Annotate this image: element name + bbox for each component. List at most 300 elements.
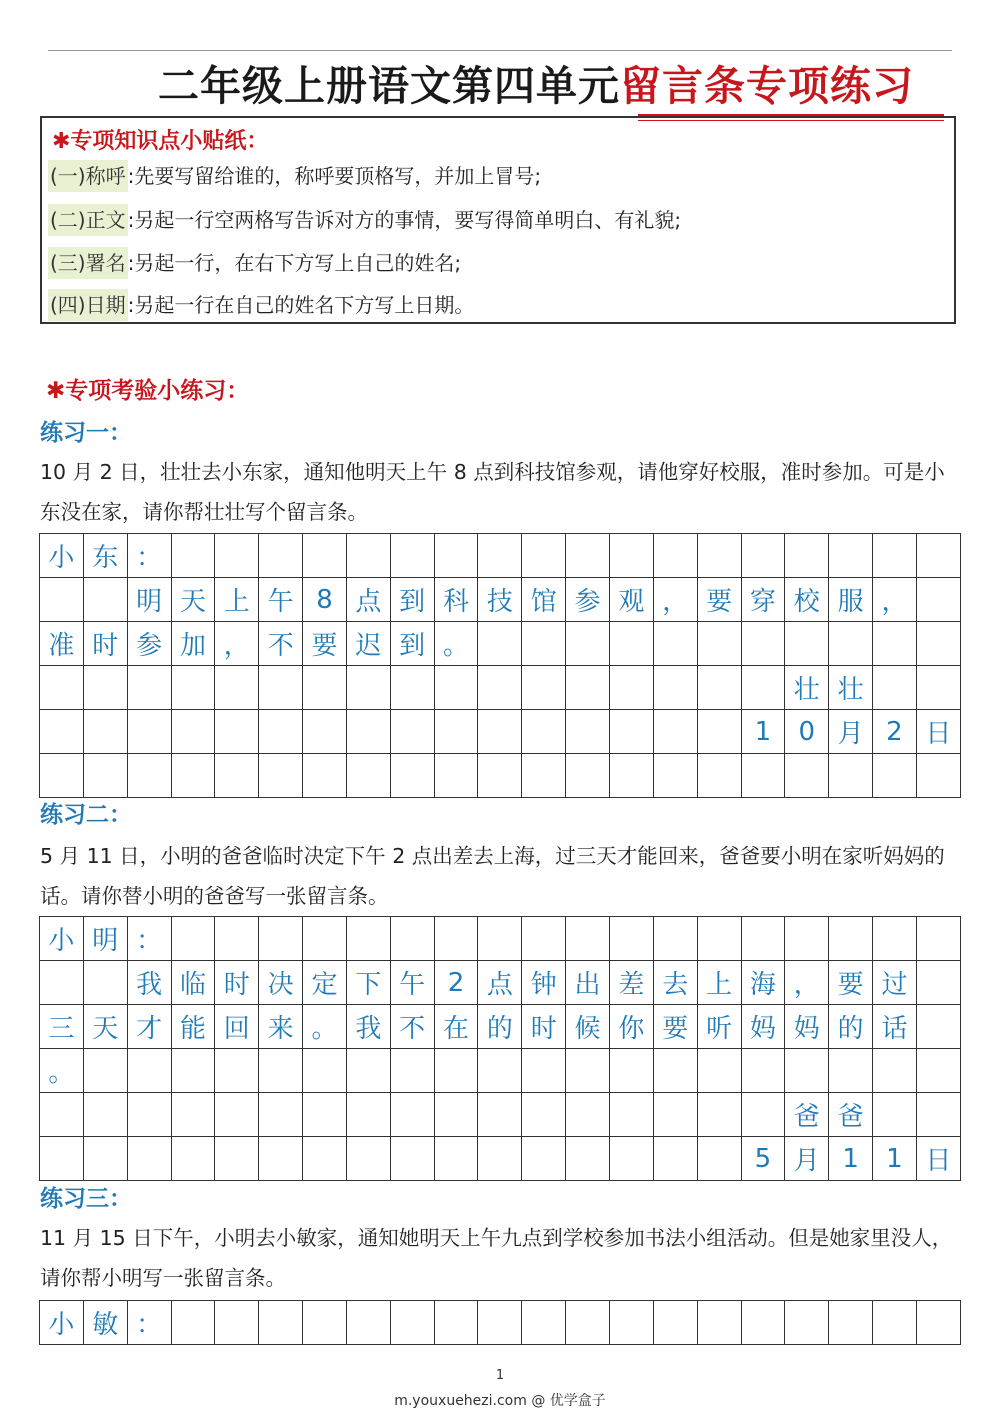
grid-cell: 爸 — [785, 1093, 829, 1137]
grid-cell: 日 — [916, 710, 960, 754]
grid-cell — [215, 710, 259, 754]
grid-cell: 钟 — [522, 961, 566, 1005]
grid-cell: 要 — [303, 622, 347, 666]
footer-watermark: m.youxuehezi.com @ 优学盒子 — [394, 1393, 606, 1409]
grid-cell — [829, 1049, 873, 1093]
grid-cell: 小 — [40, 1301, 84, 1345]
grid-cell — [171, 754, 215, 798]
grid-cell — [916, 961, 960, 1005]
grid-cell — [522, 666, 566, 710]
grid-cell: 候 — [566, 1005, 610, 1049]
grid-cell — [785, 622, 829, 666]
grid-cell — [653, 666, 697, 710]
grid-cell — [522, 1093, 566, 1137]
grid-cell — [303, 534, 347, 578]
grid-cell — [741, 1093, 785, 1137]
grid-cell: 来 — [259, 1005, 303, 1049]
grid-cell — [215, 1137, 259, 1181]
grid-cell — [829, 754, 873, 798]
grid-cell — [215, 534, 259, 578]
grid-cell — [127, 666, 171, 710]
grid-cell: 天 — [171, 578, 215, 622]
grid-cell — [566, 1093, 610, 1137]
exercise-3-title: 练习三： — [40, 1186, 132, 1212]
grid-row — [40, 754, 961, 798]
grid-cell — [259, 710, 303, 754]
grid-cell: 校 — [785, 578, 829, 622]
grid-cell: 不 — [259, 622, 303, 666]
grid-cell: 的 — [829, 1005, 873, 1049]
grid-cell — [653, 622, 697, 666]
grid-cell — [566, 754, 610, 798]
exercise-2-text: 5 月 11 日，小明的爸爸临时决定下午 2 点出差去上海，过三天才能回来，爸爸要小明在家听妈妈的话。请你替小明的爸爸写一张留言条。 — [40, 844, 945, 908]
exercise-1-title: 练习一： — [40, 420, 132, 446]
grid-cell — [259, 1137, 303, 1181]
grid-cell: 加 — [171, 622, 215, 666]
grid-cell: 。 — [434, 622, 478, 666]
grid-cell — [697, 1301, 741, 1345]
grid-cell — [259, 534, 303, 578]
grid-cell — [40, 578, 84, 622]
grid-cell — [171, 666, 215, 710]
grid-cell — [259, 917, 303, 961]
grid-cell: 1 — [829, 1137, 873, 1181]
grid-cell — [609, 754, 653, 798]
grid-row — [40, 961, 961, 1005]
grid-cell: 天 — [83, 1005, 127, 1049]
grid-cell — [390, 710, 434, 754]
exercise-2-title: 练习二： — [40, 802, 132, 828]
grid-cell — [829, 1301, 873, 1345]
grid-cell — [566, 1137, 610, 1181]
grid-cell — [653, 754, 697, 798]
grid-cell — [478, 710, 522, 754]
grid-cell — [609, 1049, 653, 1093]
grid-cell: 8 — [303, 578, 347, 622]
grid-cell: 不 — [390, 1005, 434, 1049]
grid-cell — [916, 578, 960, 622]
grid-cell: 月 — [829, 710, 873, 754]
grid-cell: 我 — [127, 961, 171, 1005]
exercise-1-text: 10 月 2 日，壮壮去小东家，通知他明天上午 8 点到科技馆参观，请他穿好校服，准时参加。可是小东没在家，请你帮壮壮写个留言条。 — [40, 460, 945, 524]
grid-cell — [478, 754, 522, 798]
grid-cell — [215, 1049, 259, 1093]
grid-cell: 敏 — [83, 1301, 127, 1345]
grid-cell: 才 — [127, 1005, 171, 1049]
grid-cell: 过 — [873, 961, 917, 1005]
knowledge-item — [48, 289, 474, 321]
grid-cell — [434, 754, 478, 798]
grid-cell: 话 — [873, 1005, 917, 1049]
grid-cell: 壮 — [829, 666, 873, 710]
grid-cell — [434, 710, 478, 754]
knowledge-item — [48, 247, 461, 279]
grid-cell — [916, 754, 960, 798]
grid-cell — [741, 917, 785, 961]
grid-cell — [741, 622, 785, 666]
grid-cell — [127, 1049, 171, 1093]
grid-cell — [653, 1137, 697, 1181]
grid-cell: 观 — [609, 578, 653, 622]
grid-cell — [259, 754, 303, 798]
grid-cell: 技 — [478, 578, 522, 622]
grid-cell — [522, 710, 566, 754]
grid-cell — [390, 1301, 434, 1345]
grid-cell — [609, 622, 653, 666]
grid-cell — [346, 1049, 390, 1093]
grid-cell — [785, 1049, 829, 1093]
grid-cell: 上 — [697, 961, 741, 1005]
grid-cell: 科 — [434, 578, 478, 622]
grid-cell — [259, 1301, 303, 1345]
grid-cell — [390, 754, 434, 798]
grid-cell: 参 — [127, 622, 171, 666]
grid-cell — [653, 534, 697, 578]
grid-cell — [566, 666, 610, 710]
grid-cell — [566, 1049, 610, 1093]
grid-cell — [566, 534, 610, 578]
grid-cell — [83, 578, 127, 622]
knowledge-label: (一)称呼 — [48, 160, 128, 192]
grid-cell — [83, 710, 127, 754]
grid-cell — [259, 1049, 303, 1093]
grid-cell — [40, 1093, 84, 1137]
grid-cell — [83, 1093, 127, 1137]
grid-cell — [171, 1137, 215, 1181]
grid-cell: 时 — [215, 961, 259, 1005]
knowledge-label: (四)日期 — [48, 289, 128, 321]
grid-cell: 月 — [785, 1137, 829, 1181]
grid-cell — [83, 1049, 127, 1093]
grid-cell: 定 — [303, 961, 347, 1005]
grid-cell — [741, 666, 785, 710]
grid-cell — [478, 534, 522, 578]
grid-cell: 听 — [697, 1005, 741, 1049]
grid-cell: 妈 — [785, 1005, 829, 1049]
grid-row — [40, 1005, 961, 1049]
grid-cell — [434, 917, 478, 961]
grid-cell — [741, 754, 785, 798]
grid-cell — [916, 917, 960, 961]
grid-cell — [303, 1093, 347, 1137]
grid-cell — [171, 1301, 215, 1345]
grid-cell: 服 — [829, 578, 873, 622]
grid-cell — [390, 666, 434, 710]
grid-row — [40, 1137, 961, 1181]
grid-cell: 明 — [83, 917, 127, 961]
grid-cell — [916, 1093, 960, 1137]
grid-row — [40, 1049, 961, 1093]
grid-cell — [916, 1301, 960, 1345]
grid-cell — [566, 917, 610, 961]
grid-cell — [522, 754, 566, 798]
title-main: 二年级上册语文第四单元 — [158, 62, 620, 110]
knowledge-text: :另起一行空两格写告诉对方的事情，要写得简单明白、有礼貌; — [127, 208, 682, 232]
grid-cell — [566, 710, 610, 754]
grid-cell: 午 — [390, 961, 434, 1005]
grid-cell: 穿 — [741, 578, 785, 622]
grid-cell — [390, 917, 434, 961]
grid-cell — [609, 710, 653, 754]
grid-cell — [478, 1049, 522, 1093]
grid-cell — [873, 917, 917, 961]
grid-cell — [346, 917, 390, 961]
grid-cell: 我 — [346, 1005, 390, 1049]
grid-cell — [873, 1301, 917, 1345]
grid-cell — [916, 622, 960, 666]
writing-grid-3 — [39, 1300, 961, 1345]
grid-row — [40, 710, 961, 754]
writing-grid-1 — [39, 533, 961, 798]
grid-cell — [697, 754, 741, 798]
grid-cell: 的 — [478, 1005, 522, 1049]
grid-cell: 壮 — [785, 666, 829, 710]
grid-cell — [916, 534, 960, 578]
exercise-3-text: 11 月 15 日下午，小明去小敏家，通知她明天上午九点到学校参加书法小组活动。但是她家里没人，请你帮小明写一张留言条。 — [40, 1226, 953, 1290]
grid-cell: ： — [127, 1301, 171, 1345]
grid-cell — [215, 1093, 259, 1137]
practice-section-title: ✱专项考验小练习： — [46, 378, 250, 404]
grid-cell: 下 — [346, 961, 390, 1005]
grid-cell — [390, 1137, 434, 1181]
grid-cell — [390, 1049, 434, 1093]
grid-cell: 回 — [215, 1005, 259, 1049]
grid-cell — [434, 1093, 478, 1137]
grid-cell: 差 — [609, 961, 653, 1005]
grid-cell: 准 — [40, 622, 84, 666]
grid-cell — [40, 754, 84, 798]
grid-cell — [346, 754, 390, 798]
knowledge-box — [40, 116, 956, 324]
grid-cell — [697, 1093, 741, 1137]
grid-cell: 明 — [127, 578, 171, 622]
grid-cell — [697, 710, 741, 754]
grid-cell — [478, 1301, 522, 1345]
grid-cell: 要 — [829, 961, 873, 1005]
grid-cell — [303, 710, 347, 754]
grid-cell — [522, 917, 566, 961]
grid-cell — [916, 666, 960, 710]
grid-cell — [697, 1137, 741, 1181]
grid-row — [40, 917, 961, 961]
grid-cell: 时 — [83, 622, 127, 666]
grid-cell — [259, 1093, 303, 1137]
grid-cell — [346, 710, 390, 754]
grid-cell — [522, 534, 566, 578]
grid-cell — [873, 1093, 917, 1137]
grid-row — [40, 578, 961, 622]
grid-cell: 馆 — [522, 578, 566, 622]
grid-cell — [83, 1137, 127, 1181]
grid-cell — [873, 666, 917, 710]
grid-cell — [741, 1049, 785, 1093]
grid-cell — [83, 666, 127, 710]
grid-cell — [171, 917, 215, 961]
knowledge-item — [48, 204, 681, 236]
grid-cell — [478, 622, 522, 666]
grid-cell — [741, 534, 785, 578]
grid-cell: 0 — [785, 710, 829, 754]
grid-cell: 点 — [478, 961, 522, 1005]
grid-cell — [566, 622, 610, 666]
grid-cell — [522, 1137, 566, 1181]
grid-cell — [697, 666, 741, 710]
grid-cell — [390, 534, 434, 578]
grid-cell: 到 — [390, 622, 434, 666]
knowledge-label: (二)正文 — [48, 204, 128, 236]
grid-cell: 要 — [653, 1005, 697, 1049]
grid-cell — [171, 1049, 215, 1093]
writing-grid-2 — [39, 916, 961, 1181]
grid-cell: 临 — [171, 961, 215, 1005]
title-highlight: 留言条专项练习 — [620, 62, 914, 110]
grid-cell — [303, 1301, 347, 1345]
grid-cell: 1 — [873, 1137, 917, 1181]
grid-cell — [609, 666, 653, 710]
grid-cell: 2 — [873, 710, 917, 754]
grid-cell — [127, 1093, 171, 1137]
grid-cell: ， — [873, 578, 917, 622]
grid-cell — [697, 622, 741, 666]
grid-cell: 三 — [40, 1005, 84, 1049]
grid-cell — [741, 1301, 785, 1345]
grid-cell — [434, 1301, 478, 1345]
knowledge-label: (三)署名 — [48, 247, 128, 279]
grid-cell — [522, 1301, 566, 1345]
grid-row — [40, 1093, 961, 1137]
grid-cell: 决 — [259, 961, 303, 1005]
grid-cell — [215, 754, 259, 798]
grid-cell — [434, 1137, 478, 1181]
grid-cell — [303, 1049, 347, 1093]
grid-cell: ， — [653, 578, 697, 622]
grid-cell: 2 — [434, 961, 478, 1005]
grid-cell: 要 — [697, 578, 741, 622]
grid-cell — [215, 917, 259, 961]
grid-cell — [873, 622, 917, 666]
grid-cell — [127, 1137, 171, 1181]
grid-cell — [478, 917, 522, 961]
top-rule — [48, 50, 952, 51]
grid-cell — [478, 1137, 522, 1181]
grid-cell: 出 — [566, 961, 610, 1005]
grid-cell — [785, 1301, 829, 1345]
grid-cell — [127, 710, 171, 754]
grid-row — [40, 666, 961, 710]
grid-cell — [303, 917, 347, 961]
grid-cell — [171, 534, 215, 578]
grid-cell — [653, 1093, 697, 1137]
grid-cell — [346, 1301, 390, 1345]
grid-cell — [697, 1049, 741, 1093]
grid-cell — [83, 754, 127, 798]
grid-cell: 妈 — [741, 1005, 785, 1049]
grid-cell — [346, 666, 390, 710]
grid-cell — [40, 666, 84, 710]
grid-cell — [785, 534, 829, 578]
grid-cell: ， — [215, 622, 259, 666]
grid-cell — [697, 917, 741, 961]
grid-cell: 东 — [83, 534, 127, 578]
grid-cell — [785, 754, 829, 798]
grid-cell: 日 — [916, 1137, 960, 1181]
knowledge-text: :另起一行，在右下方写上自己的姓名; — [127, 251, 462, 275]
page-number: 1 — [495, 1368, 505, 1383]
grid-cell — [303, 754, 347, 798]
grid-cell — [653, 917, 697, 961]
grid-cell — [303, 1137, 347, 1181]
knowledge-text: :先要写留给谁的，称呼要顶格写，并加上冒号; — [127, 164, 542, 188]
grid-cell: 1 — [741, 710, 785, 754]
grid-cell — [829, 622, 873, 666]
grid-cell — [522, 622, 566, 666]
grid-row — [40, 622, 961, 666]
grid-cell — [346, 1093, 390, 1137]
grid-cell: 参 — [566, 578, 610, 622]
grid-cell: ， — [785, 961, 829, 1005]
grid-cell — [127, 754, 171, 798]
knowledge-title: ✱专项知识点小贴纸： — [52, 129, 269, 154]
grid-cell — [916, 1049, 960, 1093]
grid-cell — [653, 1049, 697, 1093]
grid-cell: ： — [127, 917, 171, 961]
grid-cell — [478, 1093, 522, 1137]
grid-cell — [434, 666, 478, 710]
grid-cell: 小 — [40, 917, 84, 961]
grid-cell: 你 — [609, 1005, 653, 1049]
grid-cell — [478, 666, 522, 710]
grid-cell — [916, 1005, 960, 1049]
grid-cell: 午 — [259, 578, 303, 622]
knowledge-text: :另起一行在自己的姓名下方写上日期。 — [127, 293, 475, 317]
grid-cell — [566, 1301, 610, 1345]
grid-cell: 小 — [40, 534, 84, 578]
grid-cell — [40, 710, 84, 754]
grid-cell — [609, 1137, 653, 1181]
grid-cell — [609, 1093, 653, 1137]
grid-cell — [609, 1301, 653, 1345]
grid-cell: 迟 — [346, 622, 390, 666]
grid-cell — [390, 1093, 434, 1137]
grid-row — [40, 1301, 961, 1345]
grid-cell — [653, 1301, 697, 1345]
grid-cell: 爸 — [829, 1093, 873, 1137]
knowledge-item — [48, 160, 541, 192]
grid-row — [40, 534, 961, 578]
grid-cell: 在 — [434, 1005, 478, 1049]
grid-cell — [215, 1301, 259, 1345]
grid-cell — [171, 710, 215, 754]
grid-cell — [346, 534, 390, 578]
grid-cell: 上 — [215, 578, 259, 622]
grid-cell — [609, 917, 653, 961]
grid-cell: 时 — [522, 1005, 566, 1049]
grid-cell — [829, 917, 873, 961]
grid-cell — [83, 961, 127, 1005]
grid-cell — [522, 1049, 566, 1093]
grid-cell — [697, 534, 741, 578]
grid-cell — [873, 754, 917, 798]
grid-cell — [434, 1049, 478, 1093]
grid-cell — [785, 917, 829, 961]
grid-cell — [653, 710, 697, 754]
grid-cell — [829, 534, 873, 578]
grid-cell — [346, 1137, 390, 1181]
grid-cell — [873, 1049, 917, 1093]
grid-cell — [873, 534, 917, 578]
grid-cell: 到 — [390, 578, 434, 622]
grid-cell: 去 — [653, 961, 697, 1005]
